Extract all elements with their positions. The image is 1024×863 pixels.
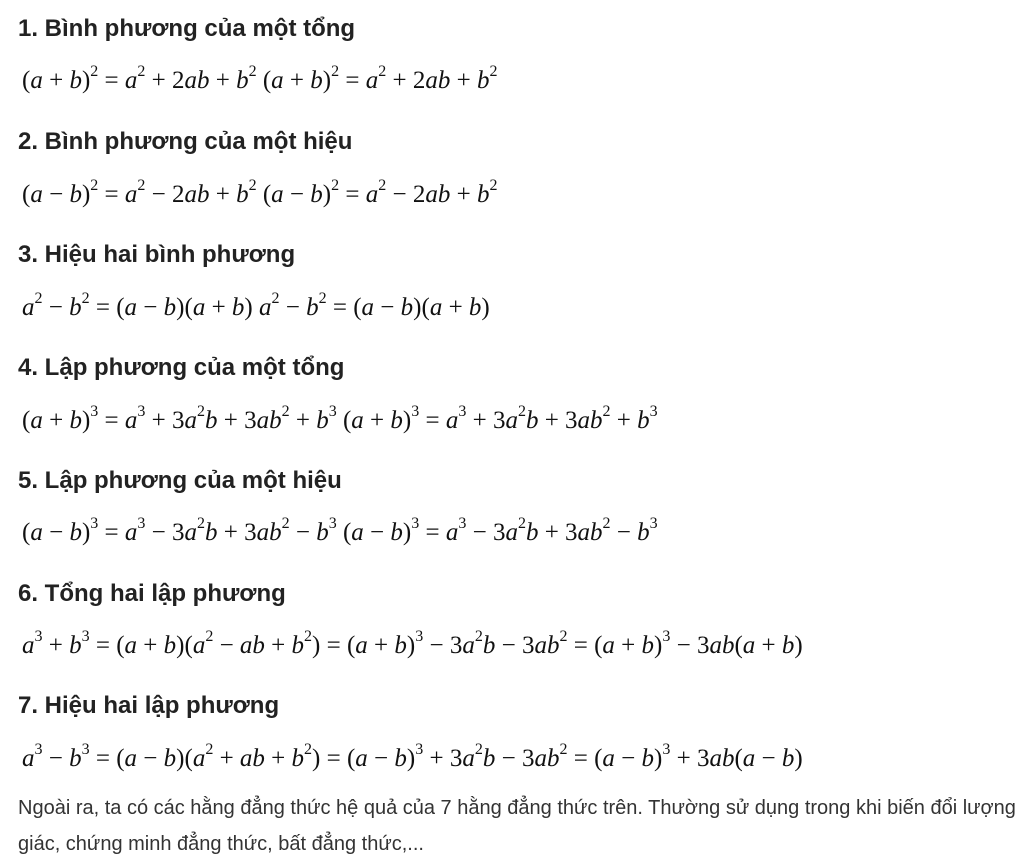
section-heading-6: 6. Tổng hai lập phương bbox=[18, 580, 286, 607]
section-heading-4: 4. Lập phương của một tổng bbox=[18, 354, 345, 381]
formula-4: $(a + b)^3 = a^3 + 3a^2b + 3ab^2 + b^3$ $(a + b)^3 = a^3 + 3a^2b + 3ab^2 + b^3$ bbox=[22, 403, 658, 434]
formula-5: $(a - b)^3 = a^3 - 3a^2b + 3ab^2 - b^3$ $(a - b)^3 = a^3 - 3a^2b + 3ab^2 - b^3$ bbox=[22, 515, 658, 546]
section-heading-1: 1. Bình phương của một tổng bbox=[18, 15, 356, 42]
footer-paragraph: Ngoài ra, ta có các hằng đẳng thức hệ quả của 7 hằng đẳng thức trên. Thường sử dụng trong khi biến đổi lượng giác, chứng minh đẳng thức, bất đẳng thức,... bbox=[18, 797, 1016, 855]
section-heading-7: 7. Hiệu hai lập phương bbox=[18, 692, 280, 719]
section-heading-3: 3. Hiệu hai bình phương bbox=[18, 241, 296, 268]
section-heading-5: 5. Lập phương của một hiệu bbox=[18, 467, 342, 494]
formula-2: $(a - b)^2 = a^2 - 2ab + b^2$ $(a - b)^2 = a^2 - 2ab + b^2$ bbox=[22, 177, 498, 208]
formula-7: $a^3 - b^3 = (a - b)(a^2$ + ab + $b^2) = (a - b)^3 + 3a^2b - 3ab^2 = (a - b)^3 + 3ab(a - b)$ bbox=[22, 741, 803, 772]
formula-3: $a^2 - b^2 = (a - b)(a + b) a^2 - b^2 = (a - b)(a + b)$ bbox=[22, 290, 490, 321]
formula-6: $a^3 + b^3 = (a + b)(a^2$ − ab + $b^2) = (a + b)^3 - 3a^2b - 3ab^2 = (a + b)^3 - 3ab(a + b)$ bbox=[22, 628, 803, 659]
formula-1: $(a + b)^2 = a^2 + 2ab + b^2$ $(a + b)^2 = a^2 + 2ab + b^2$ bbox=[22, 63, 498, 94]
section-heading-2: 2. Bình phương của một hiệu bbox=[18, 128, 353, 155]
